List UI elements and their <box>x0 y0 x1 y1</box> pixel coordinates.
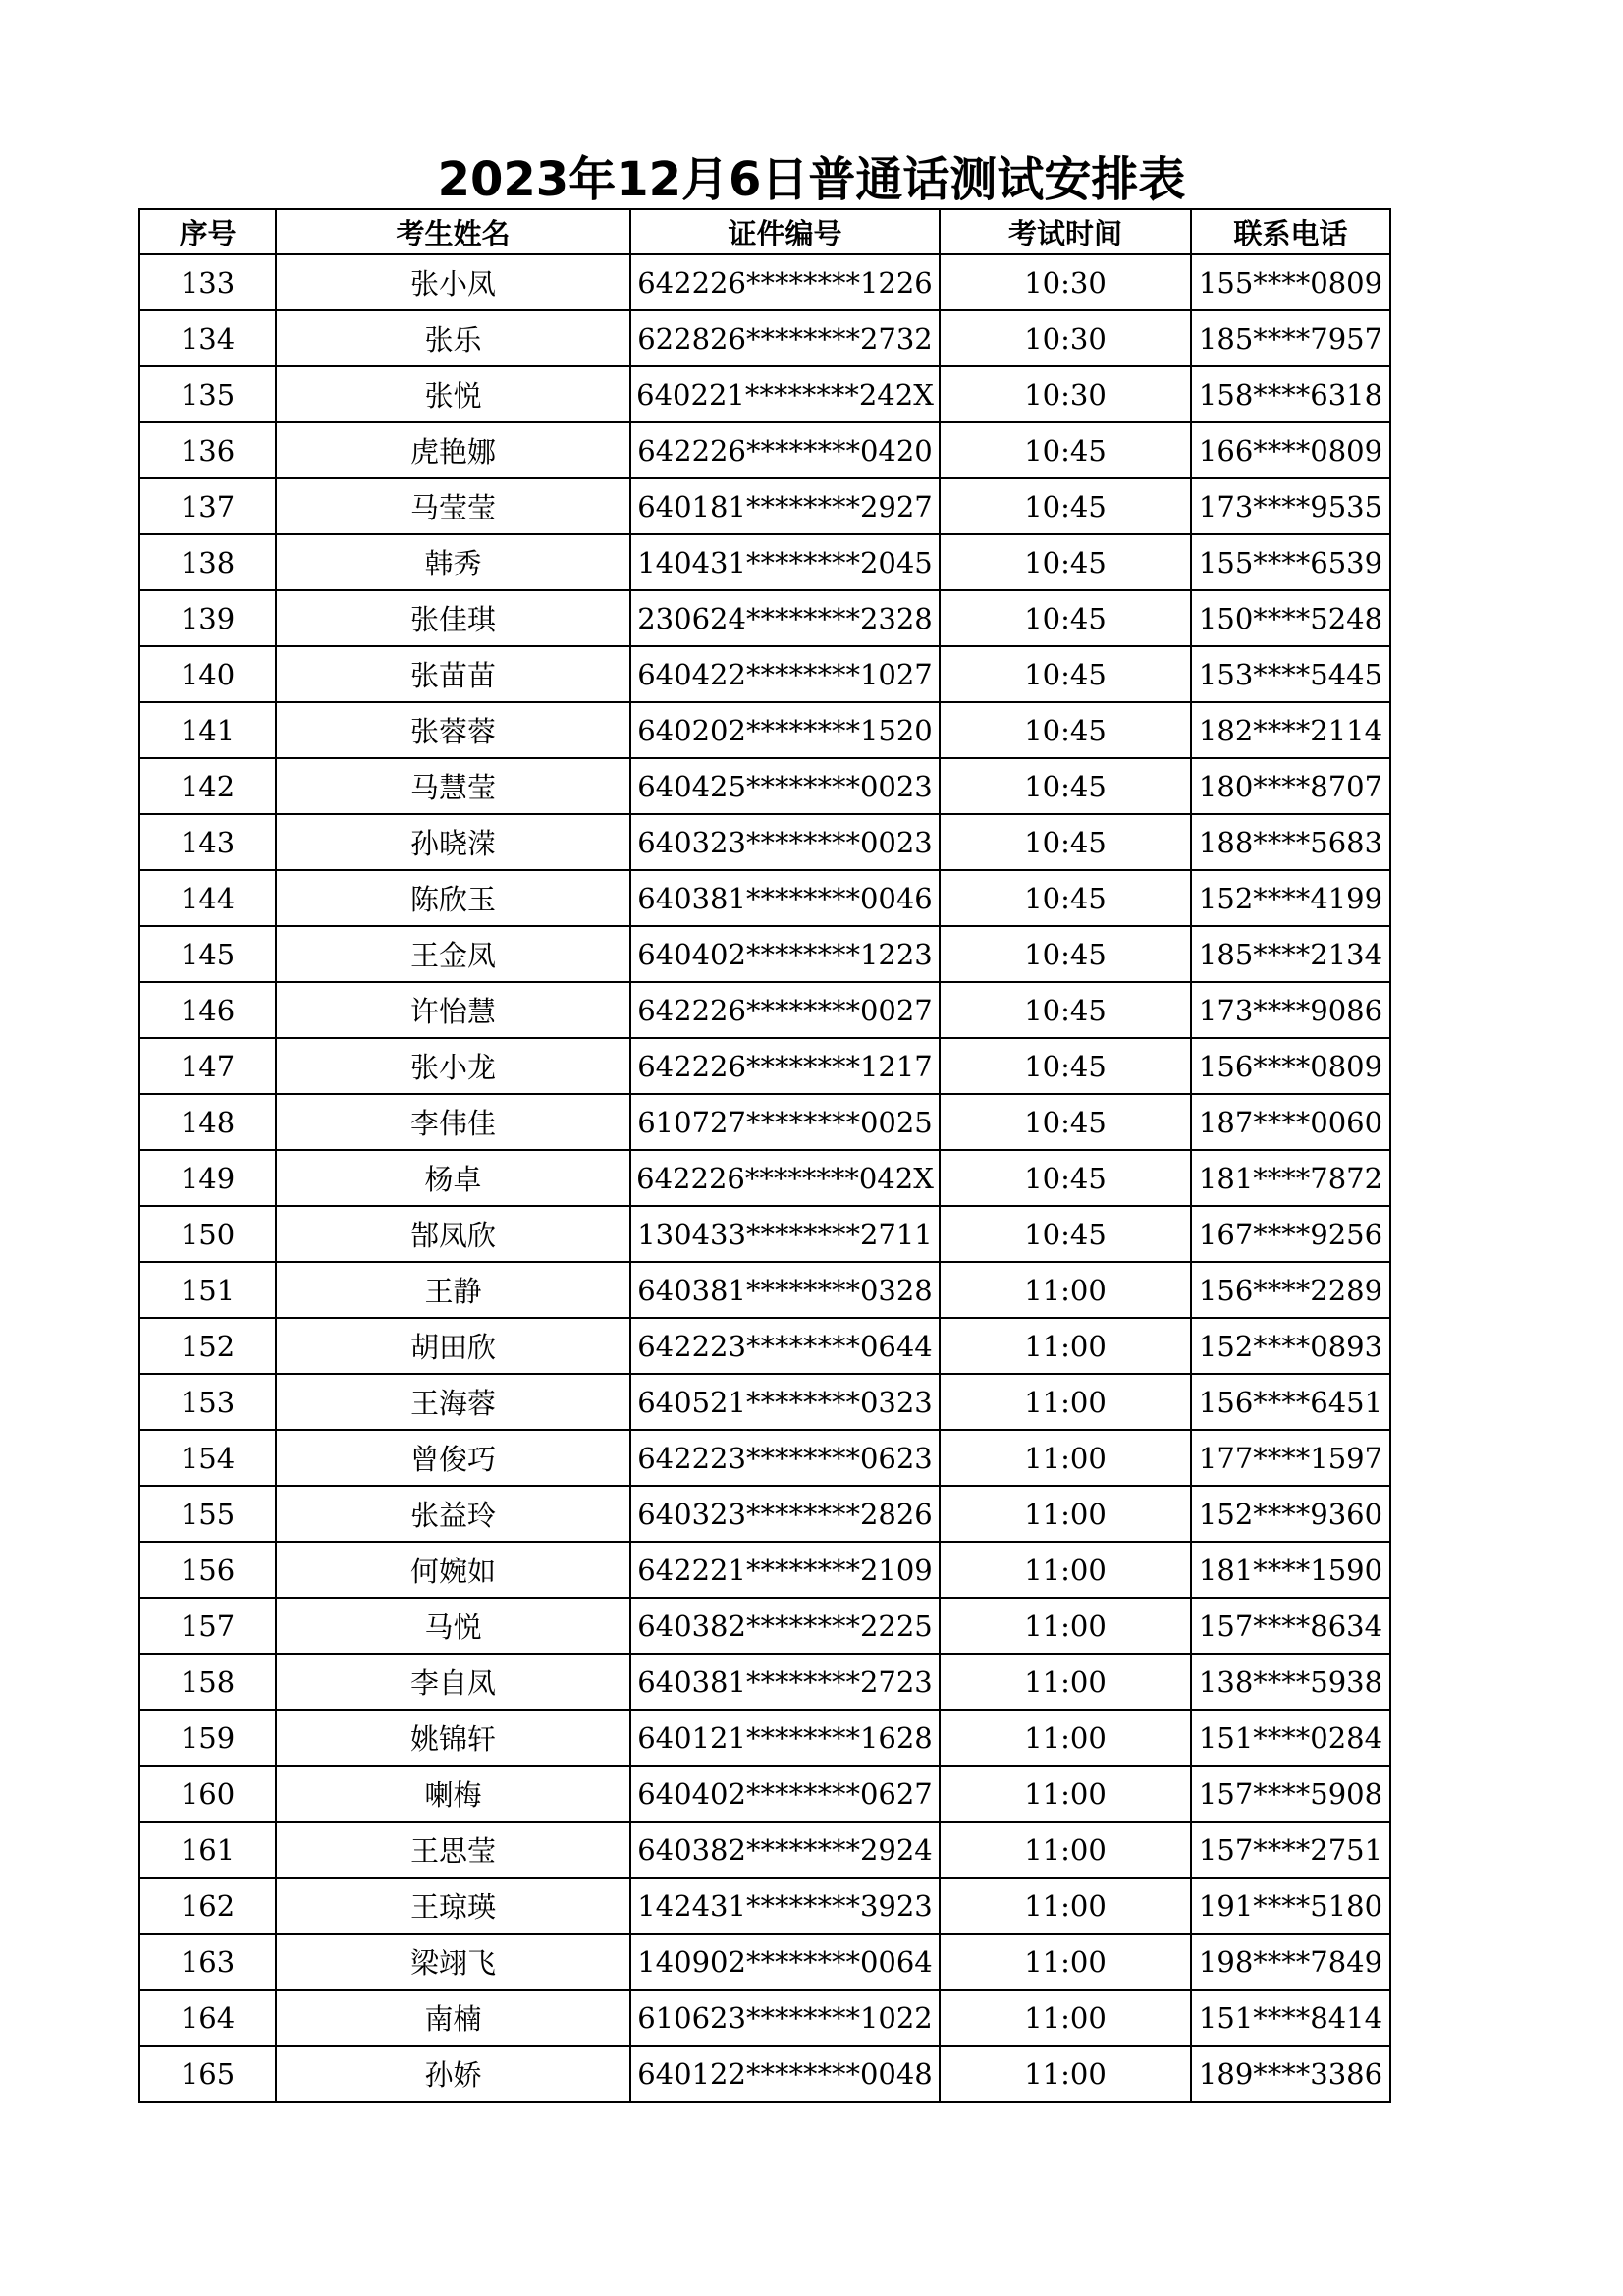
cell-name: 曾俊巧 <box>276 1430 630 1486</box>
table-row <box>139 870 1390 926</box>
cell-name: 姚锦轩 <box>276 1710 630 1766</box>
cell-seq: 134 <box>139 310 276 366</box>
cell-exam-time: 11:00 <box>940 1542 1191 1598</box>
cell-phone: 150****5248 <box>1191 590 1390 646</box>
cell-exam-time: 11:00 <box>940 1430 1191 1486</box>
table-header <box>139 209 1390 254</box>
cell-phone: 153****5445 <box>1191 646 1390 702</box>
cell-id-number: 640221********242X <box>630 366 940 422</box>
cell-name: 韩秀 <box>276 534 630 590</box>
table-row <box>139 1206 1390 1262</box>
cell-seq: 150 <box>139 1206 276 1262</box>
cell-exam-time: 11:00 <box>940 1766 1191 1822</box>
cell-seq: 149 <box>139 1150 276 1206</box>
cell-name: 郜凤欣 <box>276 1206 630 1262</box>
cell-id-number: 642226********0420 <box>630 422 940 478</box>
cell-name: 马慧莹 <box>276 758 630 814</box>
cell-name: 张益玲 <box>276 1486 630 1542</box>
cell-seq: 141 <box>139 702 276 758</box>
cell-id-number: 640425********0023 <box>630 758 940 814</box>
cell-phone: 157****5908 <box>1191 1766 1390 1822</box>
cell-phone: 191****5180 <box>1191 1878 1390 1934</box>
cell-seq: 139 <box>139 590 276 646</box>
cell-phone: 151****8414 <box>1191 1990 1390 2046</box>
cell-seq: 136 <box>139 422 276 478</box>
table-row <box>139 422 1390 478</box>
cell-phone: 173****9086 <box>1191 982 1390 1038</box>
cell-id-number: 642226********0027 <box>630 982 940 1038</box>
cell-phone: 156****0809 <box>1191 1038 1390 1094</box>
cell-exam-time: 10:45 <box>940 534 1191 590</box>
cell-phone: 157****8634 <box>1191 1598 1390 1654</box>
cell-name: 孙晓溁 <box>276 814 630 870</box>
cell-phone: 155****0809 <box>1191 254 1390 310</box>
cell-name: 王海蓉 <box>276 1374 630 1430</box>
cell-exam-time: 11:00 <box>940 2046 1191 2102</box>
header-id-number: 证件编号 <box>630 209 940 254</box>
cell-seq: 133 <box>139 254 276 310</box>
cell-phone: 166****0809 <box>1191 422 1390 478</box>
cell-id-number: 140902********0064 <box>630 1934 940 1990</box>
cell-name: 孙娇 <box>276 2046 630 2102</box>
cell-phone: 138****5938 <box>1191 1654 1390 1710</box>
table-row <box>139 1934 1390 1990</box>
cell-exam-time: 10:45 <box>940 590 1191 646</box>
cell-exam-time: 11:00 <box>940 1374 1191 1430</box>
cell-seq: 137 <box>139 478 276 534</box>
cell-exam-time: 10:45 <box>940 1038 1191 1094</box>
cell-seq: 154 <box>139 1430 276 1486</box>
cell-exam-time: 11:00 <box>940 1710 1191 1766</box>
table-row <box>139 366 1390 422</box>
cell-exam-time: 10:45 <box>940 758 1191 814</box>
table-row <box>139 1430 1390 1486</box>
cell-exam-time: 10:45 <box>940 926 1191 982</box>
cell-exam-time: 10:45 <box>940 646 1191 702</box>
cell-phone: 157****2751 <box>1191 1822 1390 1878</box>
cell-name: 李伟佳 <box>276 1094 630 1150</box>
cell-exam-time: 10:45 <box>940 1150 1191 1206</box>
cell-exam-time: 11:00 <box>940 1878 1191 1934</box>
cell-exam-time: 10:45 <box>940 870 1191 926</box>
cell-seq: 157 <box>139 1598 276 1654</box>
cell-name: 张乐 <box>276 310 630 366</box>
cell-id-number: 640202********1520 <box>630 702 940 758</box>
table-row <box>139 1094 1390 1150</box>
cell-phone: 188****5683 <box>1191 814 1390 870</box>
cell-exam-time: 11:00 <box>940 1934 1191 1990</box>
cell-name: 王静 <box>276 1262 630 1318</box>
cell-phone: 155****6539 <box>1191 534 1390 590</box>
table-body <box>139 254 1390 2102</box>
cell-id-number: 640381********2723 <box>630 1654 940 1710</box>
cell-phone: 182****2114 <box>1191 702 1390 758</box>
cell-seq: 151 <box>139 1262 276 1318</box>
cell-seq: 138 <box>139 534 276 590</box>
header-name: 考生姓名 <box>276 209 630 254</box>
cell-phone: 181****7872 <box>1191 1150 1390 1206</box>
cell-seq: 152 <box>139 1318 276 1374</box>
table-row <box>139 1486 1390 1542</box>
cell-seq: 153 <box>139 1374 276 1430</box>
cell-phone: 167****9256 <box>1191 1206 1390 1262</box>
table-row <box>139 1374 1390 1430</box>
cell-name: 梁翊飞 <box>276 1934 630 1990</box>
cell-seq: 143 <box>139 814 276 870</box>
table-row <box>139 926 1390 982</box>
cell-name: 许怡慧 <box>276 982 630 1038</box>
table-row <box>139 646 1390 702</box>
cell-name: 何婉如 <box>276 1542 630 1598</box>
cell-name: 张佳琪 <box>276 590 630 646</box>
cell-phone: 180****8707 <box>1191 758 1390 814</box>
cell-exam-time: 10:45 <box>940 982 1191 1038</box>
cell-seq: 145 <box>139 926 276 982</box>
table-row <box>139 1878 1390 1934</box>
cell-exam-time: 10:45 <box>940 422 1191 478</box>
cell-seq: 163 <box>139 1934 276 1990</box>
cell-exam-time: 11:00 <box>940 1318 1191 1374</box>
cell-name: 李自凤 <box>276 1654 630 1710</box>
cell-name: 张蓉蓉 <box>276 702 630 758</box>
table-row <box>139 982 1390 1038</box>
cell-seq: 156 <box>139 1542 276 1598</box>
cell-name: 张小龙 <box>276 1038 630 1094</box>
cell-id-number: 640121********1628 <box>630 1710 940 1766</box>
cell-id-number: 642223********0623 <box>630 1430 940 1486</box>
cell-phone: 185****2134 <box>1191 926 1390 982</box>
table-row <box>139 1710 1390 1766</box>
cell-seq: 164 <box>139 1990 276 2046</box>
cell-exam-time: 11:00 <box>940 1598 1191 1654</box>
cell-id-number: 230624********2328 <box>630 590 940 646</box>
cell-name: 马莹莹 <box>276 478 630 534</box>
cell-exam-time: 10:30 <box>940 310 1191 366</box>
cell-id-number: 640381********0046 <box>630 870 940 926</box>
table-row <box>139 814 1390 870</box>
cell-seq: 140 <box>139 646 276 702</box>
cell-name: 杨卓 <box>276 1150 630 1206</box>
table-row <box>139 1766 1390 1822</box>
cell-name: 陈欣玉 <box>276 870 630 926</box>
cell-name: 喇梅 <box>276 1766 630 1822</box>
cell-id-number: 640382********2225 <box>630 1598 940 1654</box>
cell-phone: 152****0893 <box>1191 1318 1390 1374</box>
cell-id-number: 640323********0023 <box>630 814 940 870</box>
cell-exam-time: 10:30 <box>940 254 1191 310</box>
cell-id-number: 140431********2045 <box>630 534 940 590</box>
cell-seq: 158 <box>139 1654 276 1710</box>
cell-id-number: 640181********2927 <box>630 478 940 534</box>
cell-name: 胡田欣 <box>276 1318 630 1374</box>
cell-phone: 173****9535 <box>1191 478 1390 534</box>
cell-phone: 156****6451 <box>1191 1374 1390 1430</box>
cell-phone: 158****6318 <box>1191 366 1390 422</box>
cell-exam-time: 10:45 <box>940 702 1191 758</box>
cell-id-number: 640521********0323 <box>630 1374 940 1430</box>
cell-id-number: 642226********1226 <box>630 254 940 310</box>
cell-phone: 187****0060 <box>1191 1094 1390 1150</box>
cell-id-number: 130433********2711 <box>630 1206 940 1262</box>
table-row <box>139 254 1390 310</box>
table-row <box>139 1654 1390 1710</box>
cell-id-number: 610727********0025 <box>630 1094 940 1150</box>
cell-phone: 156****2289 <box>1191 1262 1390 1318</box>
table-row <box>139 478 1390 534</box>
cell-seq: 160 <box>139 1766 276 1822</box>
cell-name: 张苗苗 <box>276 646 630 702</box>
cell-name: 张小凤 <box>276 254 630 310</box>
table-row <box>139 534 1390 590</box>
table-row <box>139 702 1390 758</box>
cell-name: 虎艳娜 <box>276 422 630 478</box>
cell-seq: 161 <box>139 1822 276 1878</box>
header-phone: 联系电话 <box>1191 209 1390 254</box>
cell-exam-time: 10:45 <box>940 1206 1191 1262</box>
cell-phone: 152****9360 <box>1191 1486 1390 1542</box>
cell-exam-time: 11:00 <box>940 1262 1191 1318</box>
schedule-table <box>138 208 1391 2103</box>
table-row <box>139 590 1390 646</box>
cell-seq: 146 <box>139 982 276 1038</box>
table-row <box>139 758 1390 814</box>
cell-phone: 151****0284 <box>1191 1710 1390 1766</box>
cell-id-number: 142431********3923 <box>630 1878 940 1934</box>
table-row <box>139 1038 1390 1094</box>
cell-seq: 165 <box>139 2046 276 2102</box>
cell-id-number: 622826********2732 <box>630 310 940 366</box>
cell-id-number: 642226********042X <box>630 1150 940 1206</box>
cell-seq: 142 <box>139 758 276 814</box>
cell-seq: 135 <box>139 366 276 422</box>
cell-name: 南楠 <box>276 1990 630 2046</box>
cell-exam-time: 11:00 <box>940 1822 1191 1878</box>
table-row <box>139 1598 1390 1654</box>
cell-phone: 198****7849 <box>1191 1934 1390 1990</box>
cell-phone: 181****1590 <box>1191 1542 1390 1598</box>
table-row <box>139 310 1390 366</box>
table-row <box>139 1318 1390 1374</box>
cell-name: 王琼瑛 <box>276 1878 630 1934</box>
table-row <box>139 1990 1390 2046</box>
header-row <box>139 209 1390 254</box>
cell-seq: 144 <box>139 870 276 926</box>
cell-exam-time: 10:45 <box>940 1094 1191 1150</box>
cell-name: 王思莹 <box>276 1822 630 1878</box>
table-row <box>139 1262 1390 1318</box>
cell-id-number: 610623********1022 <box>630 1990 940 2046</box>
cell-phone: 185****7957 <box>1191 310 1390 366</box>
cell-phone: 177****1597 <box>1191 1430 1390 1486</box>
table-row <box>139 2046 1390 2102</box>
cell-exam-time: 11:00 <box>940 1654 1191 1710</box>
cell-name: 马悦 <box>276 1598 630 1654</box>
header-exam-time: 考试时间 <box>940 209 1191 254</box>
table-row <box>139 1542 1390 1598</box>
cell-exam-time: 11:00 <box>940 1990 1191 2046</box>
cell-name: 王金凤 <box>276 926 630 982</box>
cell-id-number: 640323********2826 <box>630 1486 940 1542</box>
cell-exam-time: 10:45 <box>940 814 1191 870</box>
cell-id-number: 640402********0627 <box>630 1766 940 1822</box>
cell-id-number: 642223********0644 <box>630 1318 940 1374</box>
cell-exam-time: 10:30 <box>940 366 1191 422</box>
cell-phone: 189****3386 <box>1191 2046 1390 2102</box>
cell-seq: 148 <box>139 1094 276 1150</box>
cell-id-number: 640382********2924 <box>630 1822 940 1878</box>
cell-seq: 155 <box>139 1486 276 1542</box>
document-title: 2023年12月6日普通话测试安排表 <box>437 152 1186 207</box>
cell-name: 张悦 <box>276 366 630 422</box>
cell-id-number: 642226********1217 <box>630 1038 940 1094</box>
cell-id-number: 640422********1027 <box>630 646 940 702</box>
cell-exam-time: 11:00 <box>940 1486 1191 1542</box>
table-row <box>139 1822 1390 1878</box>
cell-id-number: 640381********0328 <box>630 1262 940 1318</box>
cell-exam-time: 10:45 <box>940 478 1191 534</box>
cell-id-number: 642221********2109 <box>630 1542 940 1598</box>
cell-seq: 147 <box>139 1038 276 1094</box>
cell-seq: 159 <box>139 1710 276 1766</box>
cell-id-number: 640402********1223 <box>630 926 940 982</box>
cell-seq: 162 <box>139 1878 276 1934</box>
header-seq: 序号 <box>139 209 276 254</box>
cell-id-number: 640122********0048 <box>630 2046 940 2102</box>
table-row <box>139 1150 1390 1206</box>
cell-phone: 152****4199 <box>1191 870 1390 926</box>
